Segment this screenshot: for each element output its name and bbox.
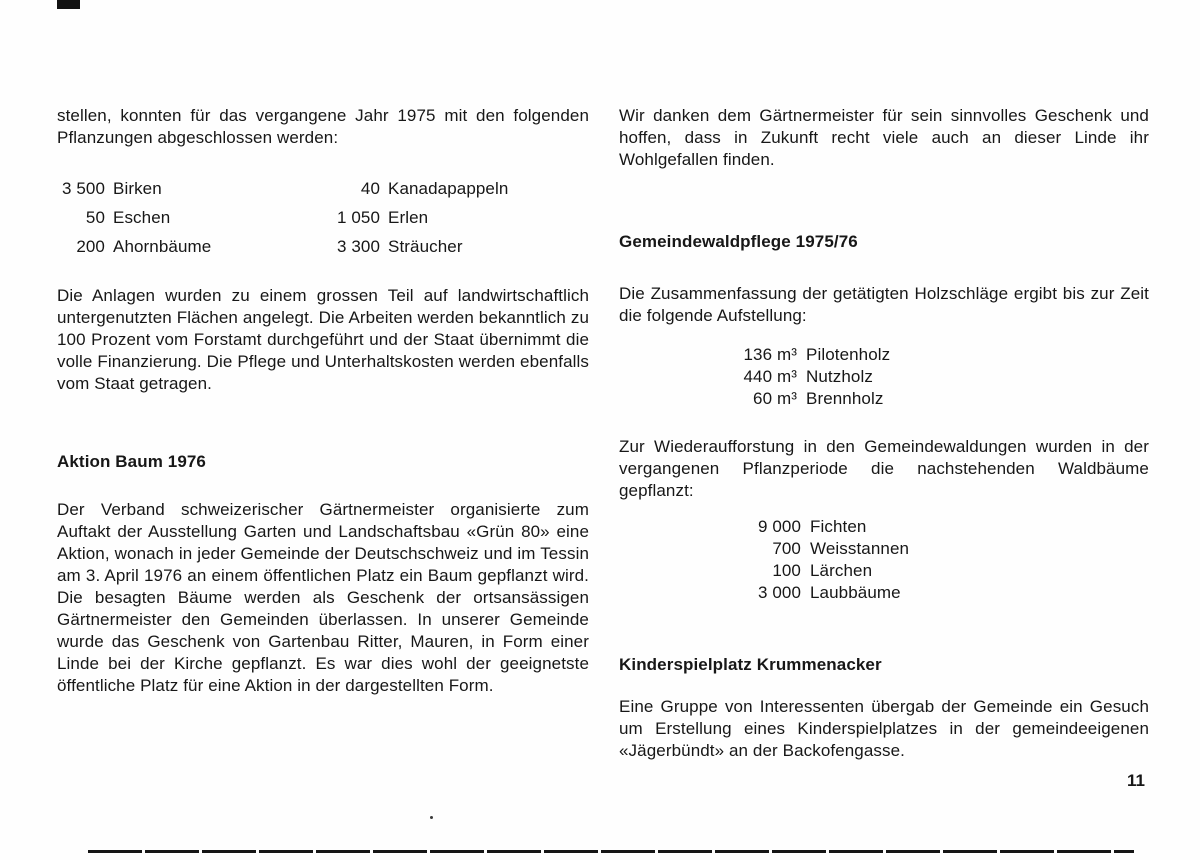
scan-noise-dot bbox=[430, 816, 433, 819]
table-cell-name: Sträucher bbox=[388, 237, 463, 256]
holzschlaege-paragraph: Die Zusammenfassung der getätigten Holzschläge ergibt bis zur Zeit die folgende Aufstellung: bbox=[619, 284, 1149, 325]
heading-kinderspielplatz: Kinderspielplatz Krummenacker bbox=[619, 655, 882, 674]
page-bottom-rule bbox=[88, 850, 1134, 853]
table-cell-qty: 1 050 bbox=[336, 208, 380, 227]
list-item-qty: 100 bbox=[772, 561, 801, 580]
right-column bbox=[619, 105, 1149, 762]
kinderspielplatz-paragraph: Eine Gruppe von Interessenten übergab der Gemeinde ein Gesuch um Erstellung eines Kinderspielplatzes in der gemeindeeigenen «Jägerbündt» an der Backofengasse. bbox=[619, 697, 1149, 760]
table-cell-qty: 40 bbox=[360, 179, 380, 198]
list-item bbox=[753, 560, 1149, 582]
scan-registration-mark bbox=[57, 0, 80, 9]
table-cell-name: Eschen bbox=[113, 208, 171, 227]
list-item-qty: 440 m³ bbox=[743, 367, 797, 386]
dank-paragraph: Wir danken dem Gärtnermeister für sein sinnvolles Geschenk und hoffen, dass in Zukunft recht viele auch an dieser Linde ihr Wohlgefallen finden. bbox=[619, 106, 1149, 169]
list-item bbox=[735, 366, 1149, 388]
table-cell-name: Erlen bbox=[388, 208, 429, 227]
table-cell-qty: 3 500 bbox=[61, 179, 105, 198]
table-cell-qty: 200 bbox=[76, 237, 105, 256]
aktion-baum-paragraph: Der Verband schweizerischer Gärtnermeister organisierte zum Auftakt der Ausstellung Garten und Landschaftsbau «Grün 80» eine Aktion, wonach in jeder Gemeinde der Deutschschweiz und im Tessin am 3. April 1976 an einem öffentlichen Platz ein Baum gepflanzt wird. Die besagten Bäume werden als Geschenk der ortsansässigen Gärtnermeister den Gemeinden überlassen. In unserer Gemeinde wurde das Geschenk von Gartenbau Ritter, Mauren, in Form einer Linde bei der Kirche gepflanzt. Es war dies wohl der geeignetste öffentliche Platz für eine Aktion in der dargestellten Form. bbox=[57, 500, 589, 695]
list-item-name: Weisstannen bbox=[810, 539, 910, 558]
list-item-name: Lärchen bbox=[810, 561, 873, 580]
holz-volume-list bbox=[619, 344, 1149, 410]
table-cell-name: Ahornbäume bbox=[113, 237, 212, 256]
list-item bbox=[753, 538, 1149, 560]
list-item-name: Nutzholz bbox=[806, 367, 873, 386]
left-column bbox=[57, 105, 589, 697]
waldbaeume-list bbox=[619, 516, 1149, 604]
table-cell-name: Kanadapappeln bbox=[388, 179, 509, 198]
intro-paragraph: stellen, konnten für das vergangene Jahr 1975 mit den folgenden Pflanzungen abgeschlossen werden: bbox=[57, 106, 589, 147]
list-item-name: Brennholz bbox=[806, 389, 884, 408]
list-item-qty: 136 m³ bbox=[743, 345, 797, 364]
page-number: 11 bbox=[1127, 771, 1145, 790]
table-cell-qty: 50 bbox=[85, 208, 105, 227]
heading-aktion-baum-1976: Aktion Baum 1976 bbox=[57, 452, 206, 471]
list-item-name: Pilotenholz bbox=[806, 345, 891, 364]
planting-quantities-table bbox=[57, 178, 589, 258]
list-item bbox=[735, 344, 1149, 366]
list-item-qty: 700 bbox=[772, 539, 801, 558]
heading-gemeindewaldpflege: Gemeindewaldpflege 1975/76 bbox=[619, 232, 858, 251]
list-item-qty: 3 000 bbox=[757, 583, 801, 602]
list-item-name: Fichten bbox=[810, 517, 867, 536]
table-cell-qty: 3 300 bbox=[336, 237, 380, 256]
list-item bbox=[753, 582, 1149, 604]
table-cell-name: Birken bbox=[113, 179, 162, 198]
list-item-qty: 60 m³ bbox=[753, 389, 797, 408]
list-item bbox=[735, 388, 1149, 410]
anlagen-paragraph: Die Anlagen wurden zu einem grossen Teil auf landwirtschaftlich untergenutzten Flächen angelegt. Die Arbeiten werden bekanntlich zu 100 Prozent vom Forstamt durchgeführt und der Staat übernimmt die volle Finanzierung. Die Pflege und Unterhaltskosten werden ebenfalls vom Staat getragen. bbox=[57, 286, 589, 393]
list-item bbox=[753, 516, 1149, 538]
wiederaufforstung-paragraph: Zur Wiederaufforstung in den Gemeindewaldungen wurden in der vergangenen Pflanzperiode die nachstehenden Waldbäume gepflanzt: bbox=[619, 437, 1149, 500]
list-item-name: Laubbäume bbox=[810, 583, 901, 602]
list-item-qty: 9 000 bbox=[757, 517, 801, 536]
